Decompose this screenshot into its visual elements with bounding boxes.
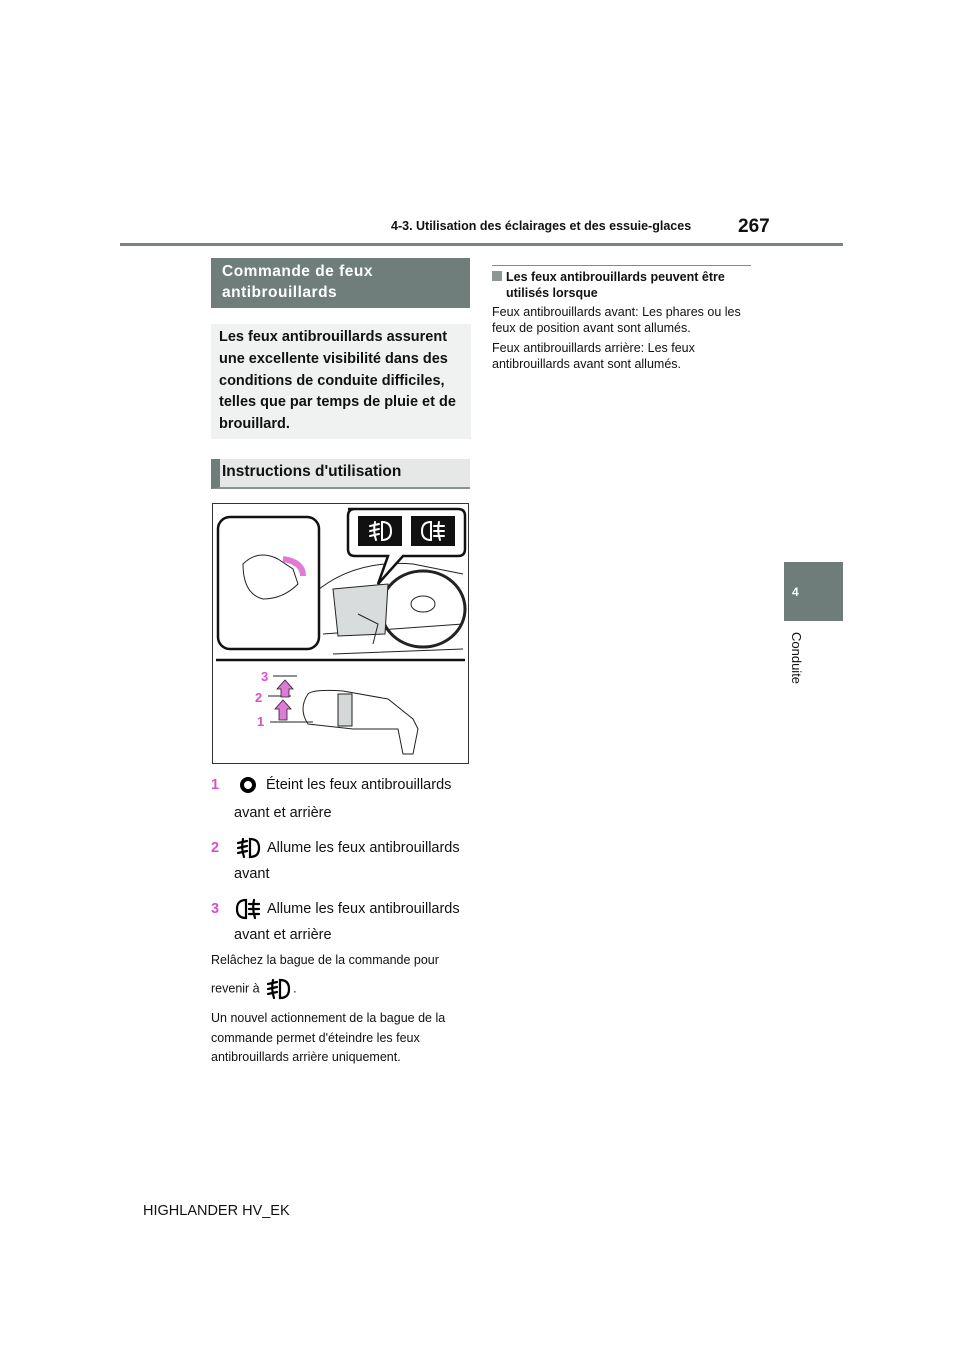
list-item-cont: avant et arrière xyxy=(234,805,332,821)
illustration xyxy=(212,503,469,764)
chapter-tab[interactable]: 4 xyxy=(784,562,843,621)
right-divider xyxy=(492,265,751,266)
subheading: Instructions d'utilisation xyxy=(211,459,470,489)
figure-label-1: 1 xyxy=(257,714,265,729)
square-bullet-icon xyxy=(492,271,502,281)
list-item: 3 Allume les feux antibrouillards xyxy=(211,897,460,921)
off-circle-icon xyxy=(240,777,256,793)
list-item-cont: avant xyxy=(234,866,270,882)
figure-label-2: 2 xyxy=(255,690,263,705)
title-line: Commande de feux xyxy=(222,263,373,280)
front-fog-icon xyxy=(235,836,261,860)
figure-label-3: 3 xyxy=(261,669,269,684)
list-item: 2 Allume les feux antibrouillards xyxy=(211,836,460,860)
footer-model: HIGHLANDER HV_EK xyxy=(143,1203,290,1219)
right-paragraph: Feux antibrouillards avant: Les phares ou les feux de position avant sont allumés. xyxy=(492,305,741,335)
rear-fog-icon xyxy=(235,897,261,921)
chapter-label: Conduite xyxy=(789,632,804,685)
release-note: Relâchez la bague de la commande pour xyxy=(211,953,439,967)
right-heading: Les feux antibrouillards peuvent être utilisés lorsque xyxy=(492,269,752,301)
header-divider xyxy=(120,243,843,246)
list-item: 1 Éteint les feux antibrouillards xyxy=(211,777,452,793)
title-line: antibrouillards xyxy=(222,284,338,301)
right-paragraph: Feux antibrouillards arrière: Les feux antibrouillards avant sont allumés. xyxy=(492,341,695,371)
note: Un nouvel actionnement de la bague de la commande permet d'éteindre les feux antibrouillards arrière uniquement. xyxy=(211,1011,446,1064)
release-note-cont: revenir à . xyxy=(211,977,297,1001)
front-fog-icon xyxy=(265,977,291,1001)
list-item-cont: avant et arrière xyxy=(234,927,332,943)
section-header: 4-3. Utilisation des éclairages et des essuie-glaces xyxy=(391,219,692,233)
title-box xyxy=(211,258,470,308)
page-number: 267 xyxy=(738,216,770,237)
intro-box: Les feux antibrouillards assurent une excellente visibilité dans des conditions de conduite difficiles, telles que par temps de pluie et de brouillard. xyxy=(211,324,471,439)
